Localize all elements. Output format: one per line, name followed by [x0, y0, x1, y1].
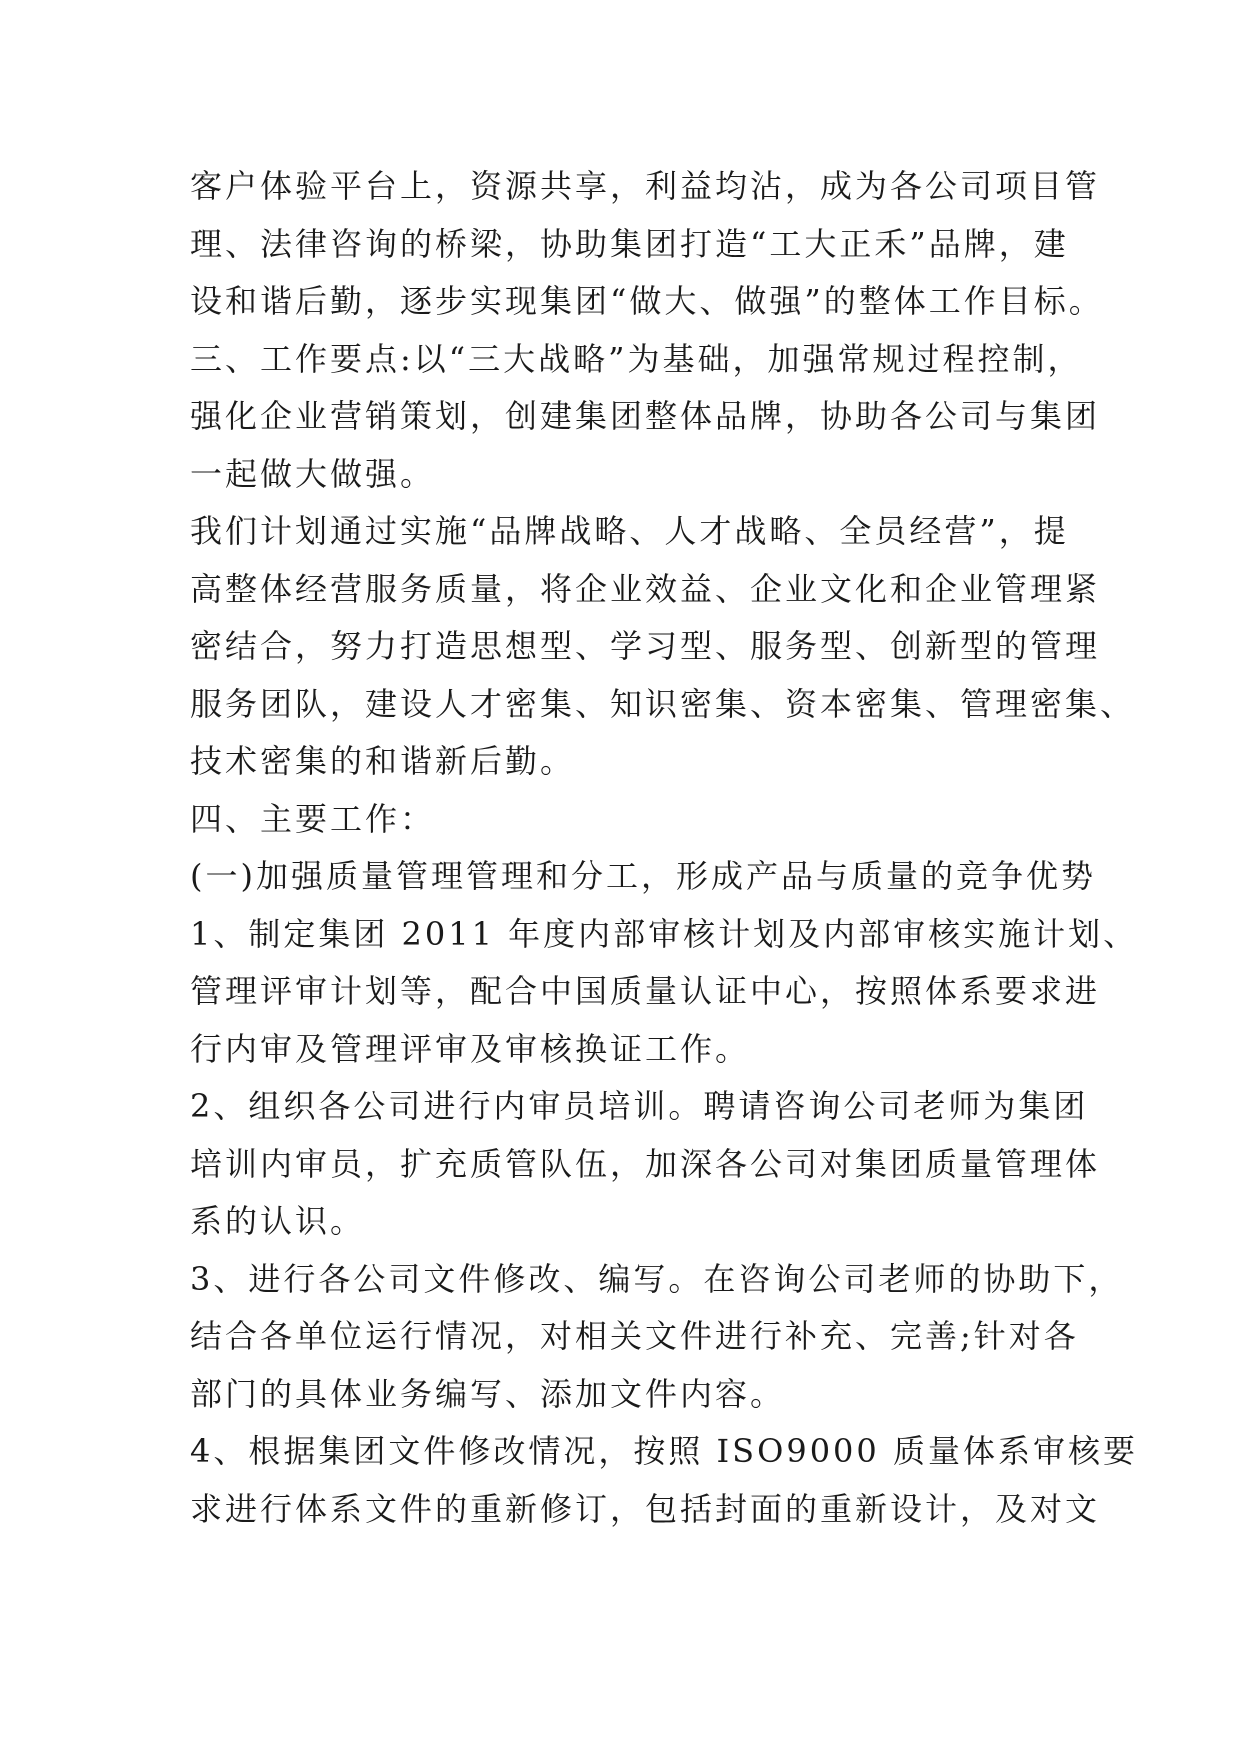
text-line: 培训内审员，扩充质管队伍，加深各公司对集团质量管理体 [190, 1144, 1101, 1183]
section-heading-key-points: 三、工作要点:以“三大战略”为基础，加强常规过程控制， [190, 339, 1083, 378]
text-line: 密结合，努力打造思想型、学习型、服务型、创新型的管理 [190, 627, 1101, 665]
list-item-3: 3、进行各公司文件修改、编写。在咨询公司老师的协助下， [190, 1259, 1124, 1298]
text-line: 理、法律咨询的桥梁，协助集团打造“工大正禾”品牌，建 [190, 224, 1069, 263]
section-heading-main-work: 四、主要工作： [190, 799, 436, 838]
text-line: 我们计划通过实施“品牌战略、人才战略、全员经营”，提 [190, 512, 1069, 550]
text-line: 技术密集的和谐新后勤。 [190, 742, 576, 780]
text-line: 服务团队，建设人才密集、知识密集、资本密集、管理密集、 [190, 684, 1136, 723]
list-item-2: 2、组织各公司进行内审员培训。聘请咨询公司老师为集团 [190, 1087, 1089, 1125]
text-line: 求进行体系文件的重新修订，包括封面的重新设计，及对文 [190, 1489, 1101, 1528]
text-line: 一起做大做强。 [190, 454, 436, 493]
text-line: 部门的具体业务编写、添加文件内容。 [190, 1374, 786, 1413]
text-line: 管理评审计划等，配合中国质量认证中心，按照体系要求进 [190, 972, 1101, 1010]
body-text [190, 158, 1139, 1538]
text-line: 系的认识。 [190, 1202, 366, 1240]
text-line: 行内审及管理评审及审核换证工作。 [190, 1029, 751, 1068]
text-line: 客户体验平台上，资源共享，利益均沾，成为各公司项目管 [190, 167, 1101, 205]
text-line: 高整体经营服务质量，将企业效益、企业文化和企业管理紧 [190, 569, 1101, 608]
text-line: 设和谐后勤，逐步实现集团“做大、做强”的整体工作目标。 [190, 282, 1104, 320]
list-item-1: 1、制定集团 2011 年度内部审核计划及内部审核实施计划、 [190, 914, 1139, 953]
text-line: 结合各单位运行情况，对相关文件进行补充、完善;针对各 [190, 1317, 1079, 1355]
list-item-4: 4、根据集团文件修改情况，按照 ISO9000 质量体系审核要 [190, 1432, 1138, 1470]
subsection-heading: (一)加强质量管理管理和分工，形成产品与质量的竞争优势 [190, 857, 1096, 895]
text-line: 强化企业营销策划，创建集团整体品牌，协助各公司与集团 [190, 397, 1101, 435]
